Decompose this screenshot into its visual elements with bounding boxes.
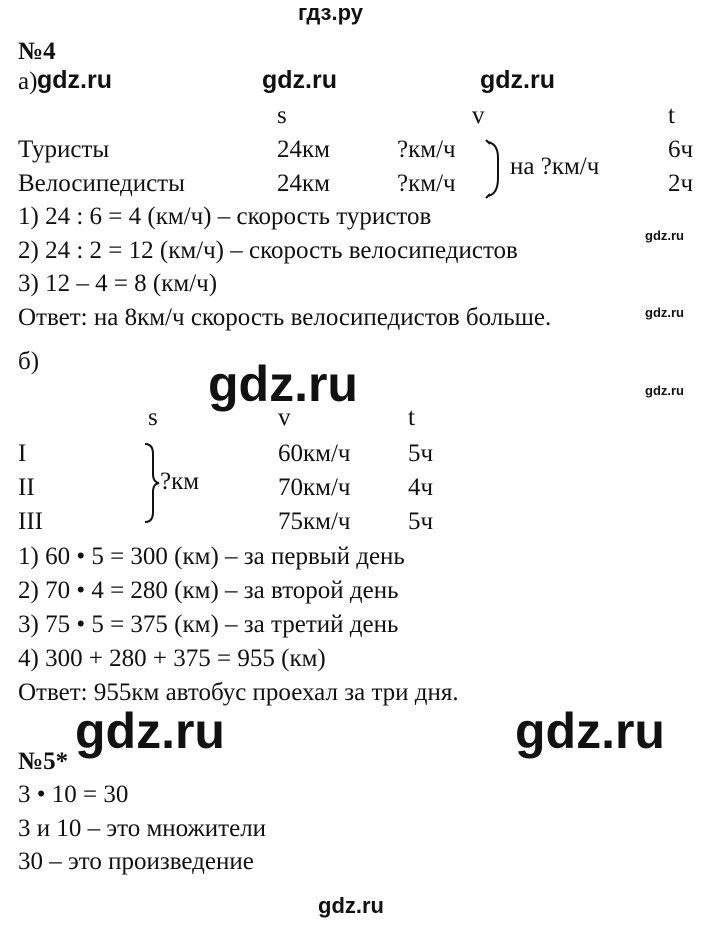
row-name: I [18,440,27,467]
row-name: Туристы [18,136,110,163]
step: 2) 24 : 2 = 12 (км/ч) – скорость велосипедистов [18,237,518,264]
row-t: 2ч [668,170,694,197]
step: 3) 12 – 4 = 8 (км/ч) [18,270,218,297]
watermark: gdz.ru [515,703,665,759]
task5-line: 3 • 10 = 30 [18,781,129,808]
answer: Ответ: на 8км/ч скорость велосипедистов больше. [18,304,552,331]
watermark: gdz.ru [645,228,684,243]
header-s: s [277,102,287,129]
task4-title: №4 [18,38,56,65]
bracket-icon [484,138,508,200]
row-v: ?км/ч [397,170,456,197]
row-v: 75км/ч [278,508,351,535]
watermark: gdz.ru [37,66,112,94]
row-name: II [18,474,35,501]
watermark: gdz.ru [645,305,684,320]
watermark: gdz.ru [645,383,684,398]
step: 1) 60 • 5 = 300 (км) – за первый день [18,543,405,570]
answer: Ответ: 955км автобус проехал за три дня. [18,679,459,706]
watermark: gdz.ru [262,66,337,94]
row-t: 6ч [668,136,694,163]
part-b-label: б) [18,348,40,375]
row-name: Велосипедисты [18,170,185,197]
row-t: 5ч [408,440,434,467]
part-a-label: а) [18,68,38,95]
curly-brace-icon [142,442,162,524]
step: 3) 75 • 5 = 375 (км) – за третий день [18,611,399,638]
watermark: gdz.ru [480,66,555,94]
task5-line: 30 – это произведение [18,848,254,875]
row-v: 60км/ч [278,440,351,467]
header-v: v [278,404,291,431]
header-s: s [148,404,158,431]
site-header: гдз.ру [298,0,363,25]
row-v: 70км/ч [278,474,351,501]
row-t: 5ч [408,508,434,535]
watermark: gdz.ru [75,703,225,759]
row-t: 4ч [408,474,434,501]
row-v: ?км/ч [397,136,456,163]
header-v: v [472,102,485,129]
step: 2) 70 • 4 = 280 (км) – за второй день [18,577,399,604]
step: 1) 24 : 6 = 4 (км/ч) – скорость туристов [18,203,432,230]
header-t: t [668,102,675,129]
row-s: 24км [277,136,330,163]
step: 4) 300 + 280 + 375 = 955 (км) [18,645,326,672]
row-name: III [18,508,43,535]
header-t: t [408,404,415,431]
watermark: gdz.ru [208,356,358,412]
brace-label: на ?км/ч [510,153,600,180]
task5-line: 3 и 10 – это множители [18,815,267,842]
brace-label: ?км [160,468,200,495]
watermark: gdz.ru [318,893,384,918]
task5-title: №5* [18,748,69,775]
row-s: 24км [277,170,330,197]
